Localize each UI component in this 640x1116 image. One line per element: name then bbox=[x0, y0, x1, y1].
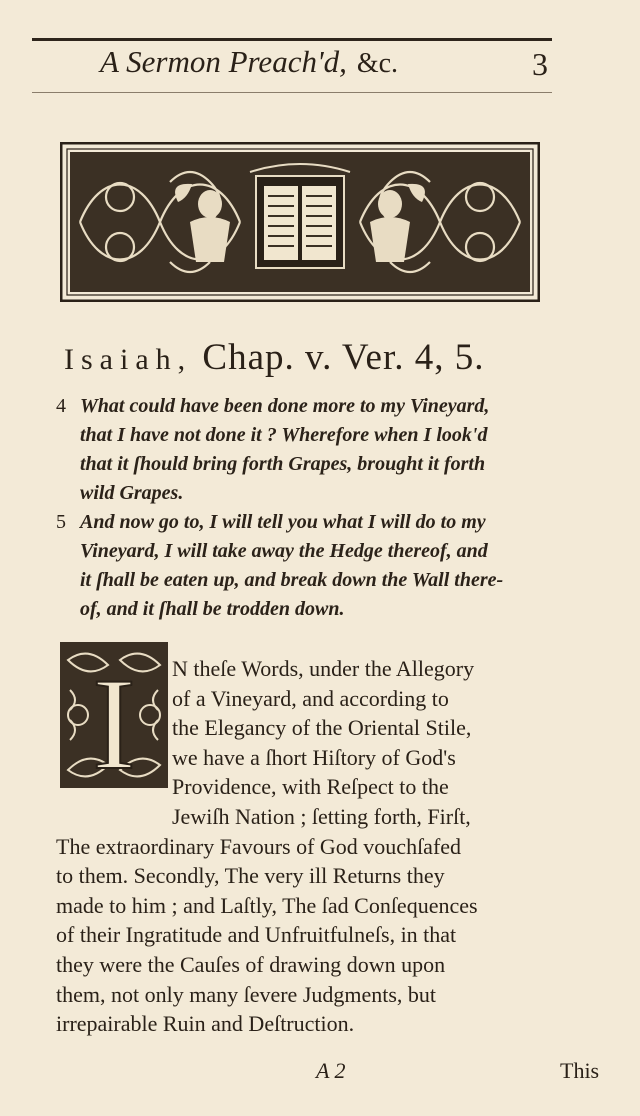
verse-number: 4 bbox=[56, 395, 66, 417]
text-line: Jewiſh Nation ; ſetting forth, Firſt, bbox=[172, 803, 471, 829]
running-title: A Sermon Preach'd, bbox=[100, 44, 347, 79]
text-line: to them. Secondly, The very ill Returns they bbox=[56, 863, 445, 889]
text-line: we have a ſhort Hiſtory of God's bbox=[172, 744, 456, 770]
running-head bbox=[100, 44, 560, 84]
chapter-heading bbox=[64, 336, 584, 379]
book-name: Isaiah, bbox=[64, 343, 193, 376]
sermon-text bbox=[56, 654, 576, 1039]
verse-4 bbox=[56, 392, 576, 508]
verse-line: And now go to, I will tell you what I will do to my bbox=[80, 511, 486, 533]
verse-line: What could have been done more to my Vineyard, bbox=[80, 395, 490, 417]
verse-5 bbox=[56, 508, 576, 624]
page-number: 3 bbox=[532, 46, 548, 82]
text-line: of their Ingratitude and Unfruitfulneſs, in that bbox=[56, 922, 457, 948]
text-line: of a Vineyard, and according to bbox=[172, 685, 449, 711]
verse-line: of, and it ſhall be trodden down. bbox=[80, 598, 345, 620]
drop-cap-letter: I bbox=[92, 650, 136, 790]
text-line: The extraordinary Favours of God vouchſafed bbox=[56, 833, 462, 859]
verse-line: that I have not done it ? Wherefore when I look'd bbox=[80, 424, 488, 446]
catchword: This bbox=[560, 1058, 600, 1083]
text-line: Providence, with Reſpect to the bbox=[172, 774, 449, 800]
text-line: N theſe Words, under the Allegory bbox=[172, 656, 475, 681]
scripture-verses bbox=[56, 392, 576, 624]
verse-line: that it ſhould bring forth Grapes, brought it forth bbox=[80, 453, 486, 475]
headpiece-ornament bbox=[60, 142, 540, 302]
verse-line: it ſhall be eaten up, and break down the Wall there- bbox=[80, 569, 504, 591]
text-line: the Elegancy of the Oriental Stile, bbox=[172, 715, 472, 741]
chapter-verse: Chap. v. Ver. 4, 5. bbox=[202, 337, 485, 378]
verse-number: 5 bbox=[56, 511, 66, 533]
top-rule bbox=[32, 38, 552, 41]
text-line: made to him ; and Laſtly, The ſad Conſequences bbox=[56, 892, 478, 918]
text-line: irrepairable Ruin and Deſtruction. bbox=[56, 1011, 355, 1037]
verse-line: Vineyard, I will take away the Hedge thereof, and bbox=[80, 540, 488, 562]
open-book-icon bbox=[250, 164, 350, 268]
verse-line: wild Grapes. bbox=[80, 482, 184, 504]
running-etc: &c. bbox=[356, 48, 399, 79]
text-line: they were the Cauſes of drawing down upon bbox=[56, 951, 446, 977]
head-rule bbox=[32, 92, 552, 93]
text-line: them, not only many ſevere Judgments, but bbox=[56, 981, 437, 1007]
signature-mark: A 2 bbox=[316, 1058, 346, 1083]
